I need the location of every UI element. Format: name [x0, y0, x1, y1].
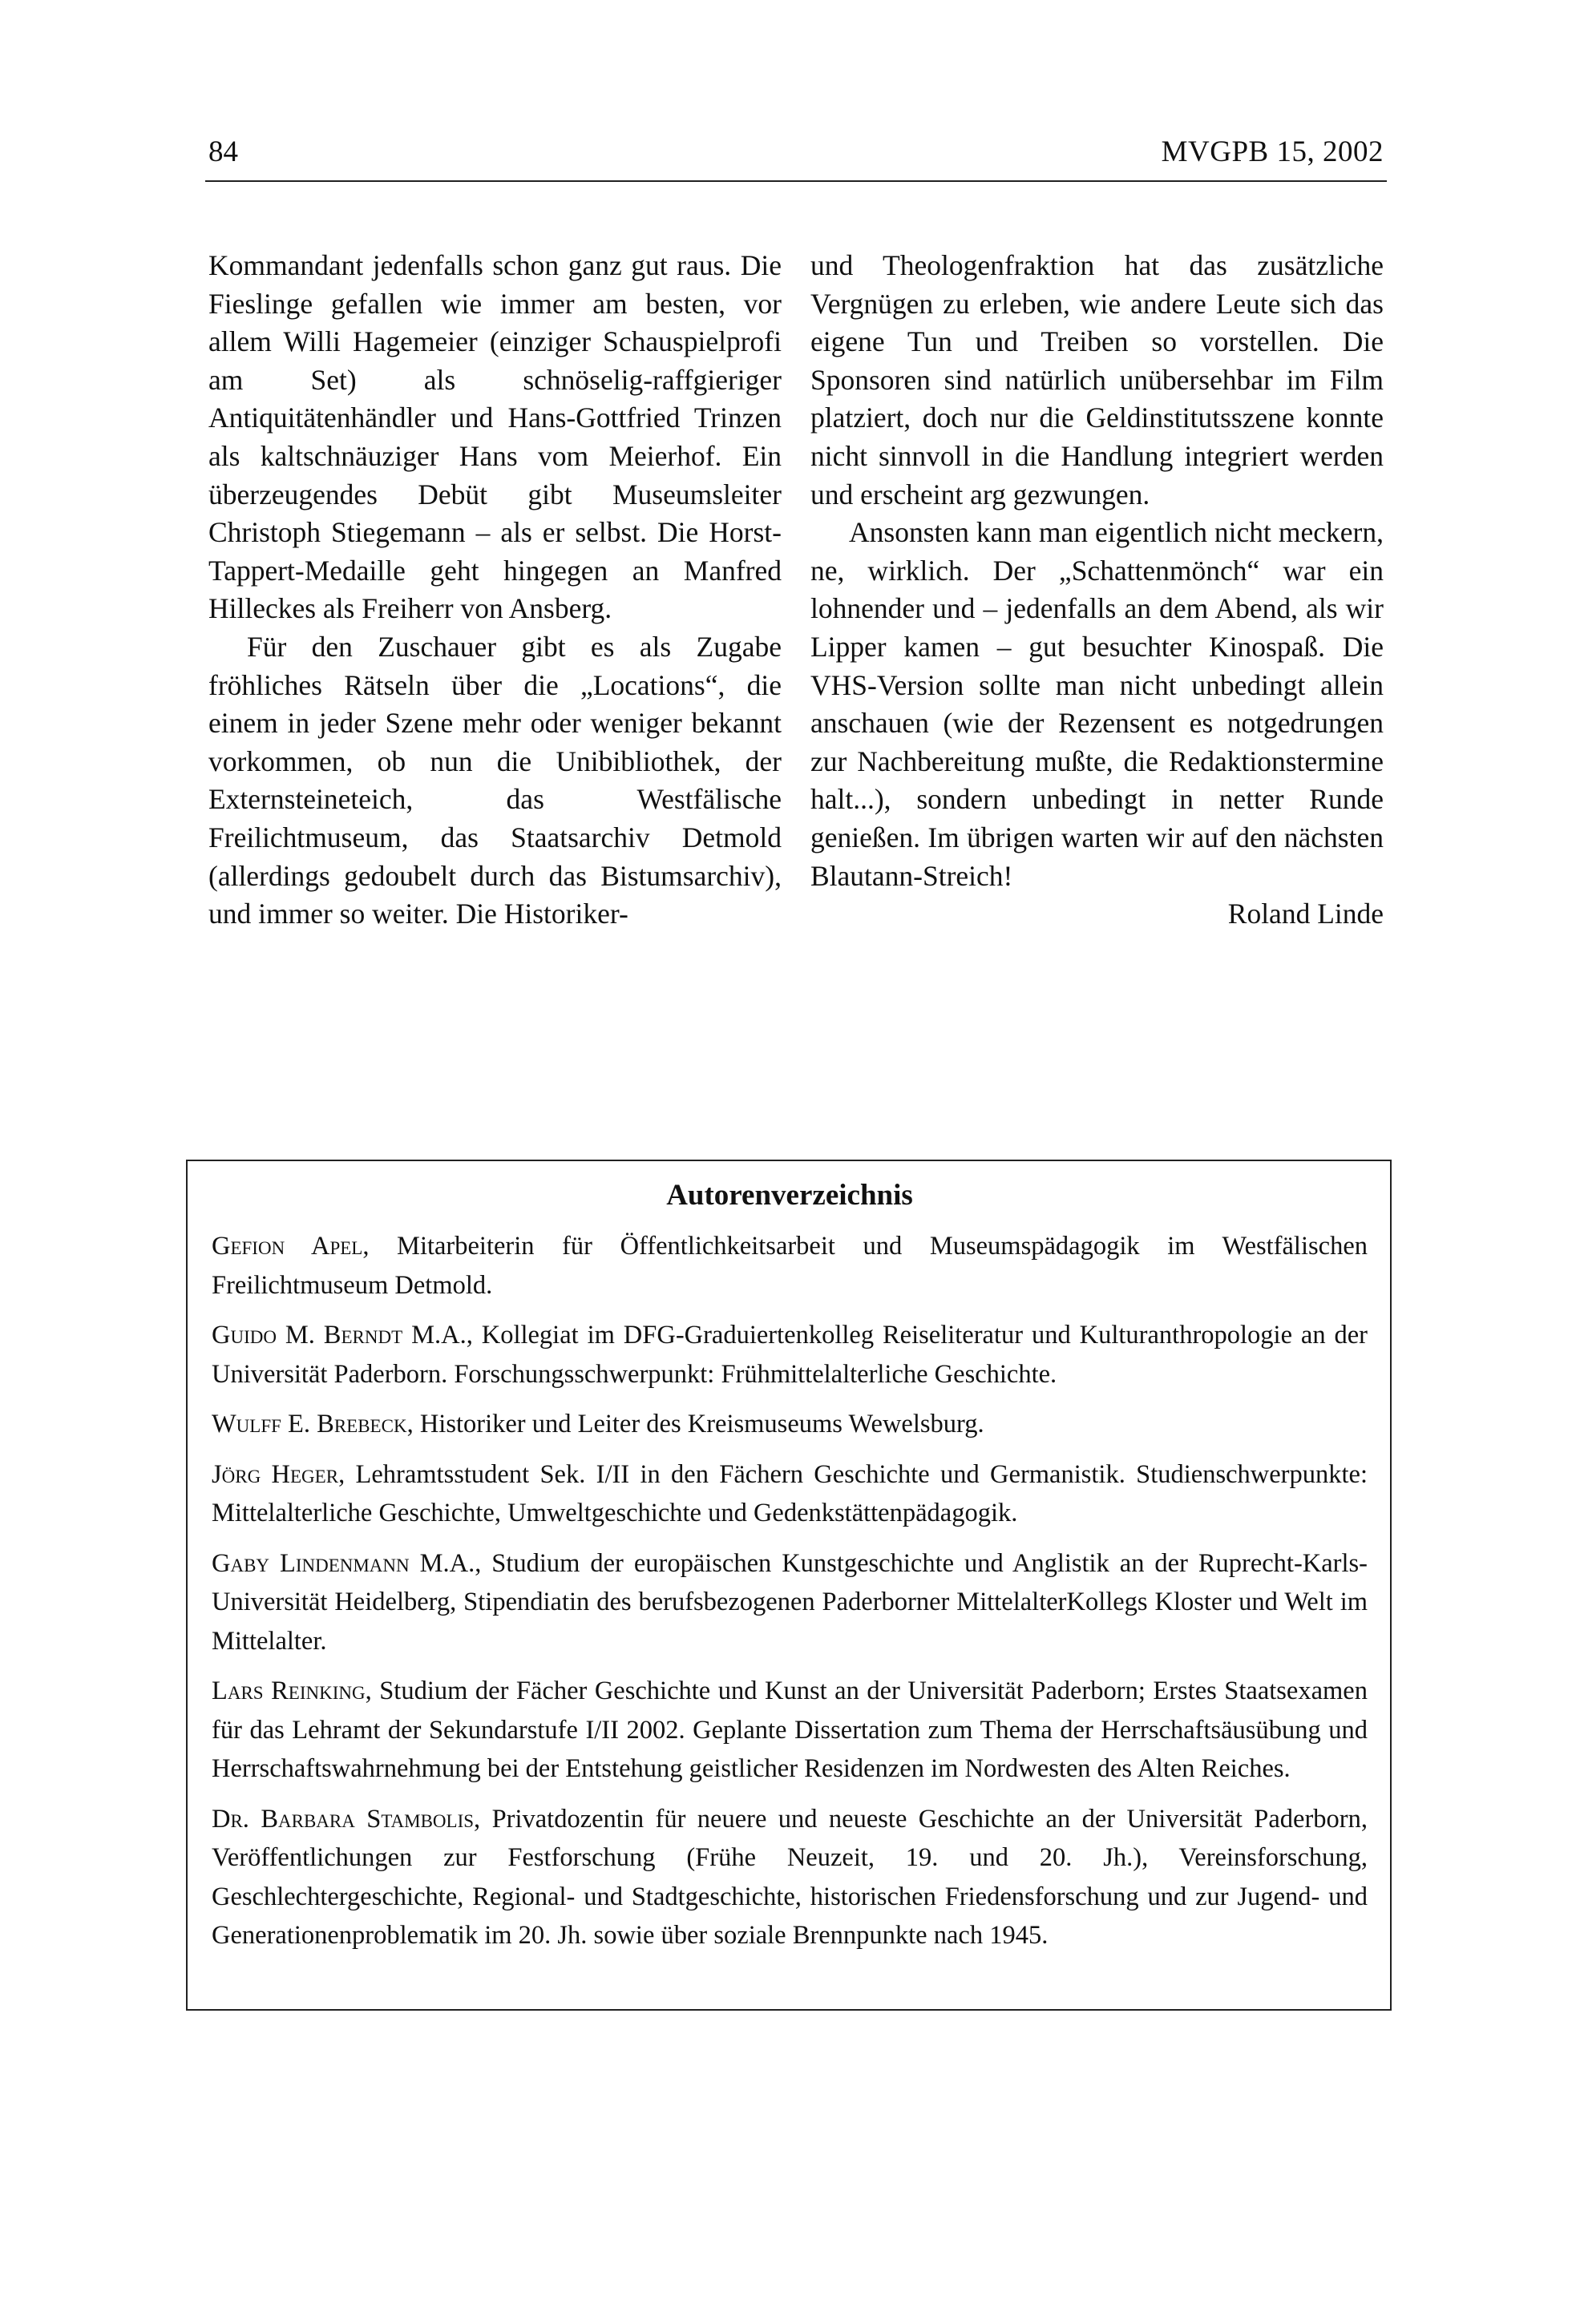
paragraph: Für den Zuschauer gibt es als Zugabe fröhliches Rätseln über die „Locations“, die einem in jeder Szene mehr oder weniger bekannt vorkommen, ob nun die Unibibliothek, der Externsteineteich, das Westfälische Freilichtmuseum, das Staatsarchiv Detmold (allerdings gedoubelt durch das Bistumsarchiv), und immer so weiter. Die Historiker-	[208, 630, 782, 930]
author-name: Gefion Apel	[212, 1232, 363, 1261]
author-name: Dr. Barbara Stambolis	[212, 1804, 475, 1834]
right-column	[810, 247, 1384, 934]
author-description: , Studium der Fächer Geschichte und Kunst an der Universität Paderborn; Erstes Staatsexamen für das Lehramt der Sekundarstufe I/II 2002. Geplante Dissertation zum Thema der Herrschaftsäusübung und Herrschaftswahrnehmung bei der Entstehung geistlicher Residenzen im Nordwesten des Alten Reiches.	[212, 1676, 1368, 1783]
author-name: Lars Reinking	[212, 1676, 366, 1705]
author-entry	[212, 1316, 1368, 1394]
author-name: Gaby Lindenmann	[212, 1548, 410, 1578]
author-description: M.A., Studium der europäischen Kunstgeschichte und Anglistik an der Ruprecht-Karls-Universität Heidelberg, Stipendiatin des berufsbezogenen Paderborner MittelalterKollegs Kloster und Welt im Mittelalter.	[212, 1548, 1368, 1656]
author-entry	[212, 1800, 1368, 1955]
page-header	[205, 132, 1387, 182]
author-description: M.A., Kollegiat im DFG-Graduiertenkolleg Reiseliteratur und Kulturanthropologie an der Universität Paderborn. Forschungsschwerpunkt: Frühmittelalterliche Geschichte.	[212, 1321, 1368, 1389]
left-column	[208, 247, 782, 934]
paragraph: Kommandant jedenfalls schon ganz gut raus. Die Fieslinge gefallen wie immer am besten, vor allem Willi Hagemeier (einziger Schauspielprofi am Set) als schnöselig-raffgieriger Antiquitätenhändler und Hans-Gottfried Trinzen als kaltschnäuziger Hans vom Meierhof. Ein überzeugendes Debüt gibt Museumsleiter Christoph Stiegemann – als er selbst. Die Horst-Tappert-Medaille geht hingegen an Manfred Hilleckes als Freiherr von Ansberg.	[208, 249, 782, 625]
author-entry	[212, 1544, 1368, 1661]
authors-directory-box	[186, 1160, 1392, 2011]
author-description: , Privatdozentin für neuere und neueste Geschichte an der Universität Paderborn, Veröffentlichungen zur Festforschung (Frühe Neuzeit, 19. und 20. Jh.), Vereinsforschung, Geschlechtergeschichte, Regional- und Stadtgeschichte, historischen Friedensforschung und zur Jugend- und Generationenproblematik im 20. Jh. sowie über soziale Brennpunkte nach 1945.	[212, 1804, 1368, 1950]
author-name: Jörg Heger	[212, 1459, 339, 1489]
paragraph: Ansonsten kann man eigentlich nicht meckern, ne, wirklich. Der „Schattenmönch“ war ein lohnender und – jedenfalls an dem Abend, als wir Lipper kamen – gut besuchter Kinospaß. Die VHS-Version sollte man nicht unbedingt allein anschauen (wie der Rezensent es notgedrungen zur Nachbereitung mußte, die Redaktionstermine halt...), sondern unbedingt in netter Runde genießen. Im übrigen warten wir auf den nächsten Blautann-Streich!	[810, 516, 1384, 892]
author-name: Guido M. Berndt	[212, 1321, 403, 1350]
author-name: Wulff E. Brebeck	[212, 1410, 407, 1438]
author-entry	[212, 1227, 1368, 1305]
page-number: 84	[208, 135, 238, 168]
authors-directory-title: Autorenverzeichnis	[666, 1179, 913, 1212]
author-signature: Roland Linde	[1227, 898, 1384, 930]
author-description: , Lehramtsstudent Sek. I/II in den Fächern Geschichte und Germanistik. Studienschwerpunkte: Mittelalterliche Geschichte, Umweltgeschichte und Gedenkstättenpädagogik.	[212, 1459, 1368, 1527]
author-entry	[212, 1455, 1368, 1533]
author-entry	[212, 1405, 1368, 1444]
author-description: , Historiker und Leiter des Kreismuseums Wewelsburg.	[406, 1410, 984, 1438]
author-description: , Mitarbeiterin für Öffentlichkeitsarbeit und Museumspädagogik im Westfälischen Freilichtmuseum Detmold.	[212, 1232, 1368, 1300]
author-entry	[212, 1672, 1368, 1789]
running-head: MVGPB 15, 2002	[1161, 135, 1384, 168]
paragraph: und Theologenfraktion hat das zusätzliche Vergnügen zu erleben, wie andere Leute sich das eigene Tun und Treiben so vorstellen. Die Sponsoren sind natürlich unübersehbar im Film platziert, doch nur die Geldinstitutsszene konnte nicht sinnvoll in die Handlung integriert werden und erscheint arg gezwungen.	[810, 249, 1384, 510]
